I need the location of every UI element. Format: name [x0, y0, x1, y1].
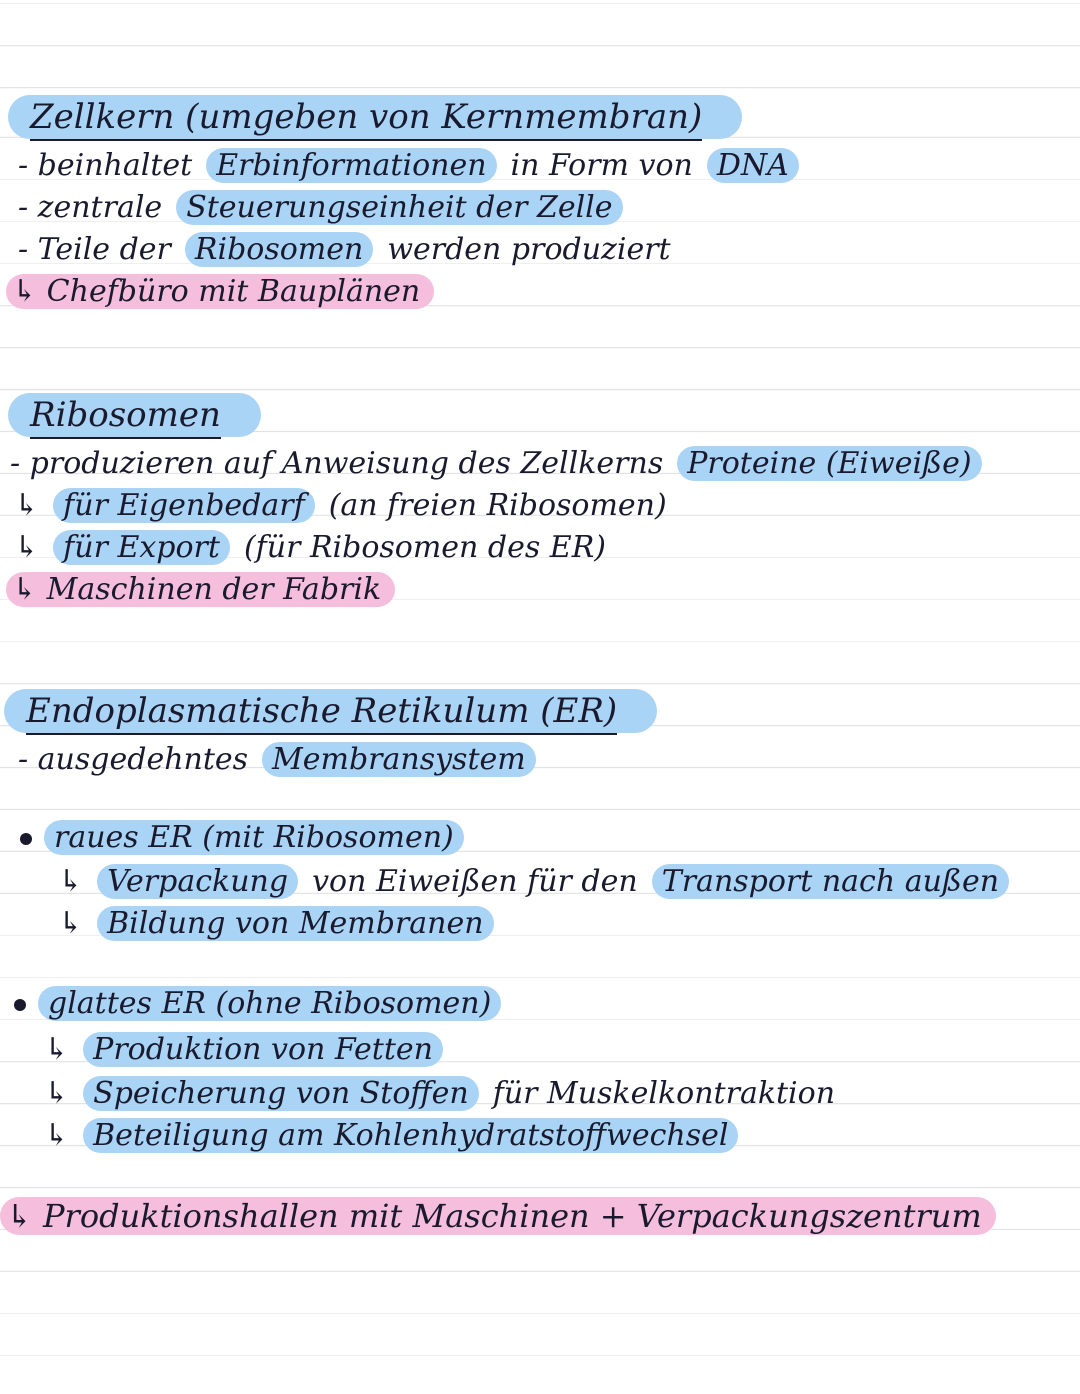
- line-text: werden produziert: [387, 232, 671, 267]
- highlight: für Export: [53, 530, 230, 565]
- line-text: von Eiweißen für den: [312, 864, 638, 899]
- arrow-icon: ↳: [58, 864, 84, 899]
- note-line: [10, 444, 982, 484]
- highlight: Membransystem: [262, 742, 536, 777]
- arrow-icon: ↳: [44, 1118, 70, 1153]
- line-text: - Teile der: [18, 232, 171, 267]
- smooth-er-title: [14, 984, 501, 1024]
- heading-text: Zellkern (umgeben von Kernmembran): [30, 97, 702, 141]
- summary-highlight: ↳ Produktionshallen mit Maschinen + Verpackungszentrum: [0, 1197, 996, 1235]
- note-line: [18, 188, 623, 228]
- summary-highlight: ↳ Chefbüro mit Bauplänen: [6, 274, 434, 309]
- line-text: (für Ribosomen des ER): [243, 530, 606, 565]
- highlight: Steuerungseinheit der Zelle: [176, 190, 622, 225]
- arrow-icon: ↳: [44, 1076, 70, 1111]
- highlight: Verpackung: [97, 864, 298, 899]
- heading-zellkern: [8, 92, 742, 142]
- highlight: Erbinformationen: [206, 148, 496, 183]
- note-line: [44, 1074, 835, 1114]
- note-line: [18, 146, 799, 186]
- arrow-icon: ↳: [58, 906, 84, 941]
- heading-ribosomen: [8, 390, 261, 440]
- arrow-glyph: ↳: [14, 530, 40, 565]
- bullet-icon: [20, 833, 32, 845]
- line-text: - produzieren auf Anweisung des Zellkerns: [10, 446, 664, 481]
- line-text: für Muskelkontraktion: [492, 1076, 836, 1111]
- highlight: DNA: [707, 148, 799, 183]
- highlight: Speicherung von Stoffen: [83, 1076, 479, 1111]
- line-text: - ausgedehntes: [18, 742, 249, 777]
- line-text: (an freien Ribosomen): [328, 488, 667, 523]
- heading-text: Ribosomen: [30, 395, 221, 439]
- highlight: glattes ER (ohne Ribosomen): [38, 986, 501, 1021]
- summary-line: [6, 272, 434, 312]
- highlight: Beteiligung am Kohlenhydratstoffwechsel: [83, 1118, 738, 1153]
- highlight: Proteine (Eiweiße): [677, 446, 981, 481]
- highlight: Bildung von Membranen: [97, 906, 493, 941]
- highlight: Produktion von Fetten: [83, 1032, 443, 1067]
- note-line: [44, 1030, 443, 1070]
- highlight: Ribosomen: [185, 232, 373, 267]
- summary-line: [6, 570, 395, 610]
- highlight: für Eigenbedarf: [53, 488, 315, 523]
- heading-er: [4, 686, 657, 736]
- line-text: - beinhaltet: [18, 148, 193, 183]
- arrow-glyph: ↳: [14, 488, 40, 523]
- bullet-icon: [14, 999, 26, 1011]
- heading-text: Endoplasmatische Retikulum (ER): [26, 691, 617, 735]
- note-line: [44, 1116, 738, 1156]
- line-text: - zentrale: [18, 190, 163, 225]
- note-line: [58, 862, 1009, 902]
- highlight: Transport nach außen: [652, 864, 1009, 899]
- highlight: raues ER (mit Ribosomen): [44, 820, 464, 855]
- arrow-icon: ↳: [44, 1032, 70, 1067]
- summary-line: [0, 1196, 996, 1236]
- note-line: [58, 904, 494, 944]
- note-line: [14, 528, 606, 568]
- line-text: in Form von: [510, 148, 693, 183]
- note-line: [14, 486, 667, 526]
- note-line: [18, 230, 671, 270]
- summary-highlight: ↳ Maschinen der Fabrik: [6, 572, 395, 607]
- note-line: [18, 740, 536, 780]
- rough-er-title: [20, 818, 464, 858]
